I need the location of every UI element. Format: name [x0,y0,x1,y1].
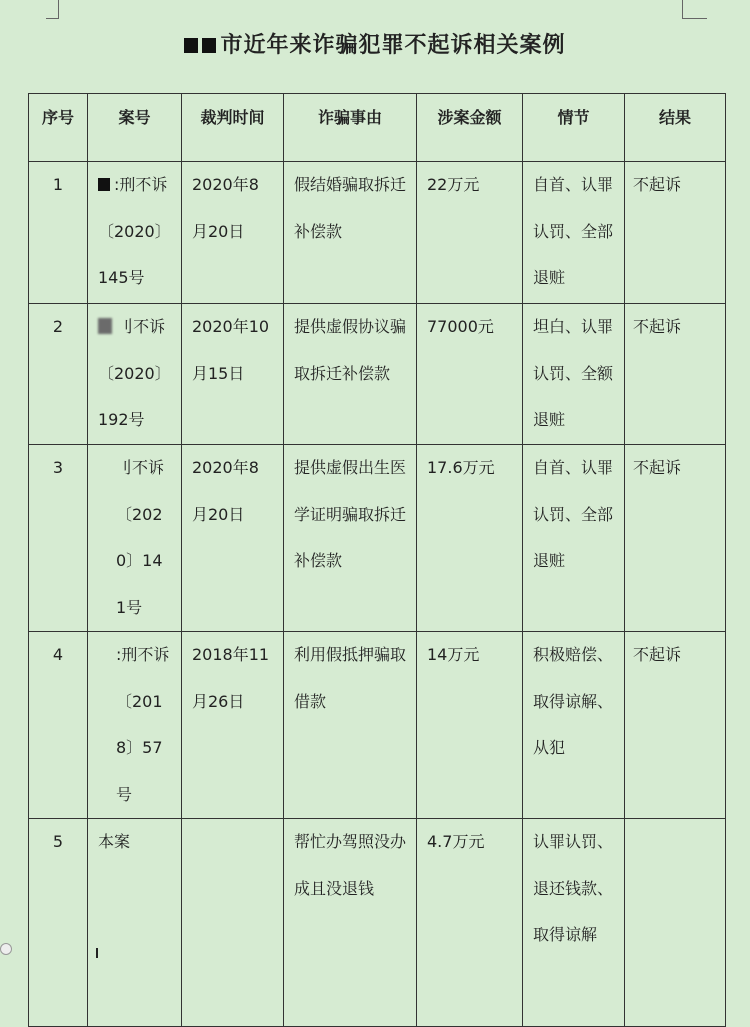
table-row [29,162,726,304]
cell-reason: 利用假抵押骗取借款 [284,632,417,819]
cell-circumstances: 积极赔偿、取得谅解、从犯 [523,632,625,819]
redaction-block [98,178,110,191]
cell-amount: 17.6万元 [417,445,523,632]
header-amount: 涉案金额 [417,94,523,162]
cell-amount: 14万元 [417,632,523,819]
table-row [29,445,726,632]
cell-case-no: 刂不诉〔2020〕192号 [88,304,182,445]
cell-index: 4 [29,632,88,819]
header-reason: 诈骗事由 [284,94,417,162]
page-corner-mark-right [682,0,707,19]
cell-result [625,819,726,1027]
redaction-block [202,38,216,53]
cell-date: 2018年11月26日 [182,632,284,819]
header-circumstances: 情节 [523,94,625,162]
table-row [29,819,726,1027]
cell-result: 不起诉 [625,445,726,632]
redaction-blur [98,318,112,334]
table-row [29,632,726,819]
table-row [29,304,726,445]
table-header-row [29,94,726,162]
cell-date [182,819,284,1027]
cell-amount: 4.7万元 [417,819,523,1027]
cell-result: 不起诉 [625,162,726,304]
cell-result: 不起诉 [625,632,726,819]
header-case-no: 案号 [88,94,182,162]
cell-result: 不起诉 [625,304,726,445]
document-title [0,28,750,59]
cell-circumstances: 自首、认罪认罚、全部退赃 [523,445,625,632]
cell-reason: 帮忙办驾照没办成且没退钱 [284,819,417,1027]
scroll-indicator[interactable] [0,943,12,955]
cell-case-no: 刂不诉〔2020〕141号 [88,445,182,632]
cell-case-no: :刑不诉〔2018〕57号 [88,632,182,819]
title-text: 市近年来诈骗犯罪不起诉相关案例 [220,33,566,58]
cell-date: 2020年8月20日 [182,445,284,632]
cell-date: 2020年10月15日 [182,304,284,445]
redaction-block [184,38,198,53]
cell-circumstances: 认罪认罚、退还钱款、取得谅解 [523,819,625,1027]
cell-reason: 假结婚骗取拆迁补偿款 [284,162,417,304]
cell-index: 3 [29,445,88,632]
cell-index: 5 [29,819,88,1027]
cell-index: 1 [29,162,88,304]
cell-case-no: :刑不诉〔2020〕145号 [88,162,182,304]
case-table [28,93,726,1027]
header-index: 序号 [29,94,88,162]
cell-amount: 22万元 [417,162,523,304]
cell-amount: 77000元 [417,304,523,445]
page-corner-mark-left [46,0,59,19]
cell-reason: 提供虚假协议骗取拆迁补偿款 [284,304,417,445]
cell-date: 2020年8月20日 [182,162,284,304]
cell-circumstances: 坦白、认罪认罚、全额退赃 [523,304,625,445]
text-cursor-mark [96,948,98,958]
cell-reason: 提供虚假出生医学证明骗取拆迁补偿款 [284,445,417,632]
cell-case-no: 本案 [88,819,182,1027]
header-result: 结果 [625,94,726,162]
cell-index: 2 [29,304,88,445]
header-date: 裁判时间 [182,94,284,162]
cell-circumstances: 自首、认罪认罚、全部退赃 [523,162,625,304]
